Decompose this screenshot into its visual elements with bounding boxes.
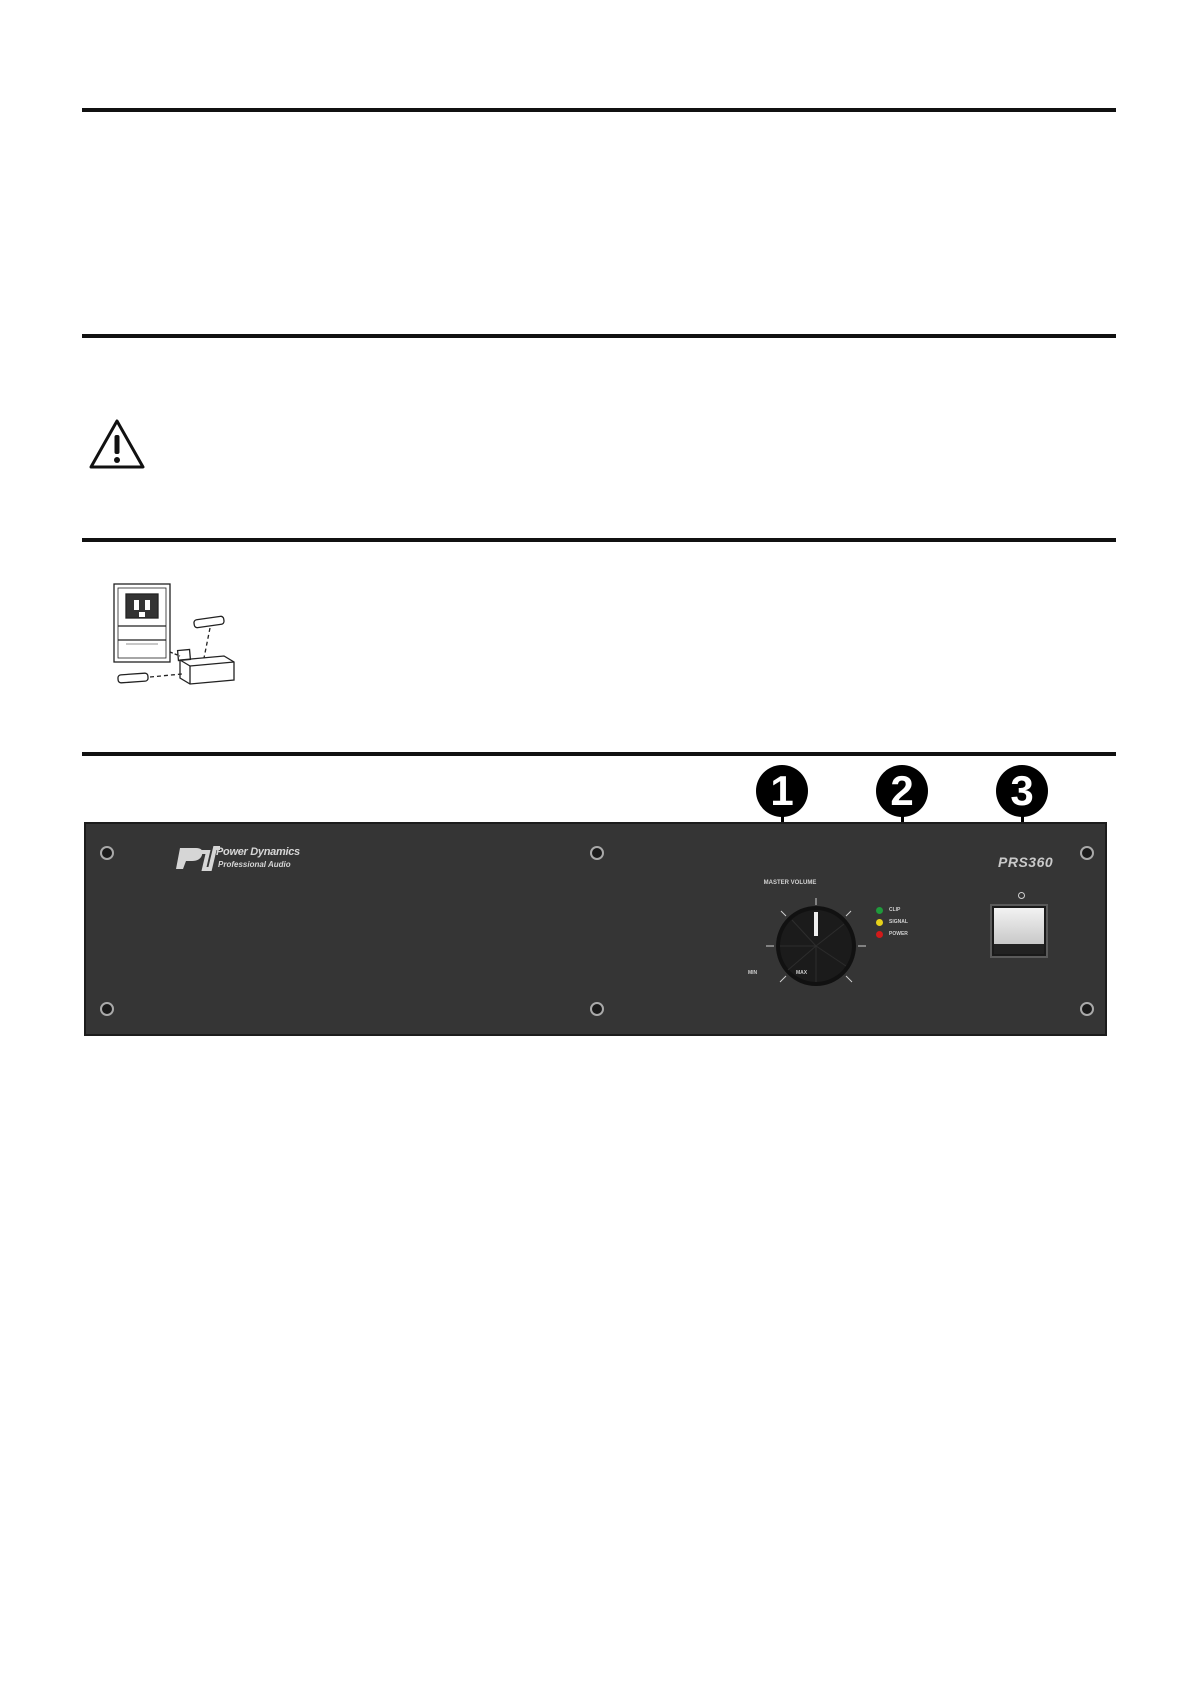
section-rule-3 <box>82 538 1116 542</box>
power-switch-button[interactable] <box>992 906 1046 956</box>
master-volume-label: MASTER VOLUME <box>763 880 817 886</box>
knob-max-label: MAX <box>796 970 808 976</box>
clip-led-icon <box>876 907 883 914</box>
led-power <box>876 928 908 940</box>
fuse-holder-diagram <box>112 582 262 700</box>
callout-1: 1 <box>756 765 808 817</box>
master-volume-knob[interactable] <box>696 890 896 1010</box>
screw-icon <box>1080 1002 1094 1016</box>
section-rule-1 <box>82 108 1116 112</box>
amplifier-front-panel <box>86 824 1105 1034</box>
callout-2: 2 <box>876 765 928 817</box>
screw-icon <box>590 1002 604 1016</box>
led-signal-label: SIGNAL <box>889 919 908 925</box>
power-symbol-icon <box>1018 892 1025 899</box>
brand-tagline: Professional Audio <box>218 860 291 869</box>
knob-min-label: MIN <box>748 970 758 976</box>
power-led-icon <box>876 931 883 938</box>
screw-icon <box>100 846 114 860</box>
brand-name: Power Dynamics <box>216 846 300 858</box>
warning-triangle-icon <box>88 418 146 470</box>
brand-logo-icon <box>174 844 220 872</box>
section-rule-2 <box>82 334 1116 338</box>
led-clip-label: CLIP <box>889 907 901 913</box>
screw-icon <box>590 846 604 860</box>
led-clip <box>876 904 900 916</box>
screw-icon <box>1080 846 1094 860</box>
signal-led-icon <box>876 919 883 926</box>
model-label: PRS360 <box>998 854 1054 870</box>
led-power-label: POWER <box>889 931 908 937</box>
screw-icon <box>100 1002 114 1016</box>
section-rule-4 <box>82 752 1116 756</box>
callout-3: 3 <box>996 765 1048 817</box>
led-signal <box>876 916 908 928</box>
